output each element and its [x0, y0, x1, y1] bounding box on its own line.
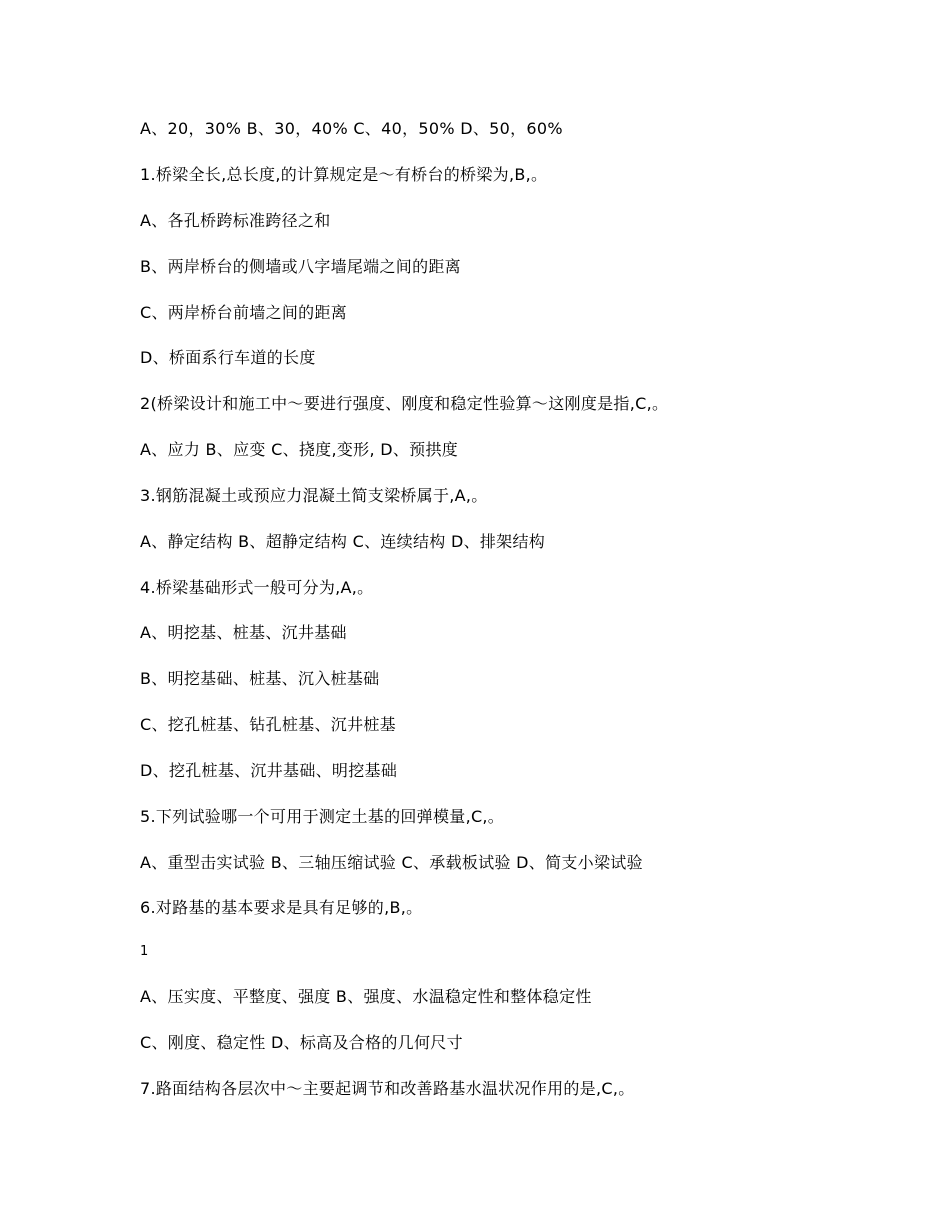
- question-1-option-a: A、各孔桥跨标准跨径之和: [140, 211, 331, 230]
- question-5-options: A、重型击实试验 B、三轴压缩试验 C、承载板试验 D、简支小梁试验: [140, 853, 643, 872]
- question-5: 5.下列试验哪一个可用于测定土基的回弹模量,C,。: [140, 807, 505, 826]
- question-6: 6.对路基的基本要求是具有足够的,B,。: [140, 898, 423, 917]
- question-4-option-c: C、挖孔桩基、钻孔桩基、沉井桩基: [140, 715, 396, 734]
- question-1-option-d: D、桥面系行车道的长度: [140, 348, 316, 367]
- question-1: 1.桥梁全长,总长度,的计算规定是～有桥台的桥梁为,B,。: [140, 165, 548, 184]
- question-2-options: A、应力 B、应变 C、挠度,变形, D、预拱度: [140, 440, 459, 459]
- question-4-option-a: A、明挖基、桩基、沉井基础: [140, 623, 347, 642]
- question-7: 7.路面结构各层次中～主要起调节和改善路基水温状况作用的是,C,。: [140, 1079, 635, 1098]
- question-6-options-cd: C、刚度、稳定性 D、标高及合格的几何尺寸: [140, 1033, 463, 1052]
- question-4: 4.桥梁基础形式一般可分为,A,。: [140, 578, 374, 597]
- question-4-option-d: D、挖孔桩基、沉井基础、明挖基础: [140, 761, 398, 780]
- options-line: A、20，30% B、30，40% C、40，50% D、50，60%: [140, 119, 563, 138]
- question-6-options-ab: A、压实度、平整度、强度 B、强度、水温稳定性和整体稳定性: [140, 987, 592, 1006]
- question-2: 2(桥梁设计和施工中～要进行强度、刚度和稳定性验算～这刚度是指,C,。: [140, 394, 669, 413]
- question-1-option-b: B、两岸桥台的侧墙或八字墙尾端之间的距离: [140, 257, 461, 276]
- page-number: 1: [140, 944, 149, 959]
- question-3: 3.钢筋混凝土或预应力混凝土简支梁桥属于,A,。: [140, 486, 488, 505]
- question-1-option-c: C、两岸桥台前墙之间的距离: [140, 303, 348, 322]
- question-4-option-b: B、明挖基础、桩基、沉入桩基础: [140, 669, 380, 688]
- question-3-options: A、静定结构 B、超静定结构 C、连续结构 D、排架结构: [140, 532, 546, 551]
